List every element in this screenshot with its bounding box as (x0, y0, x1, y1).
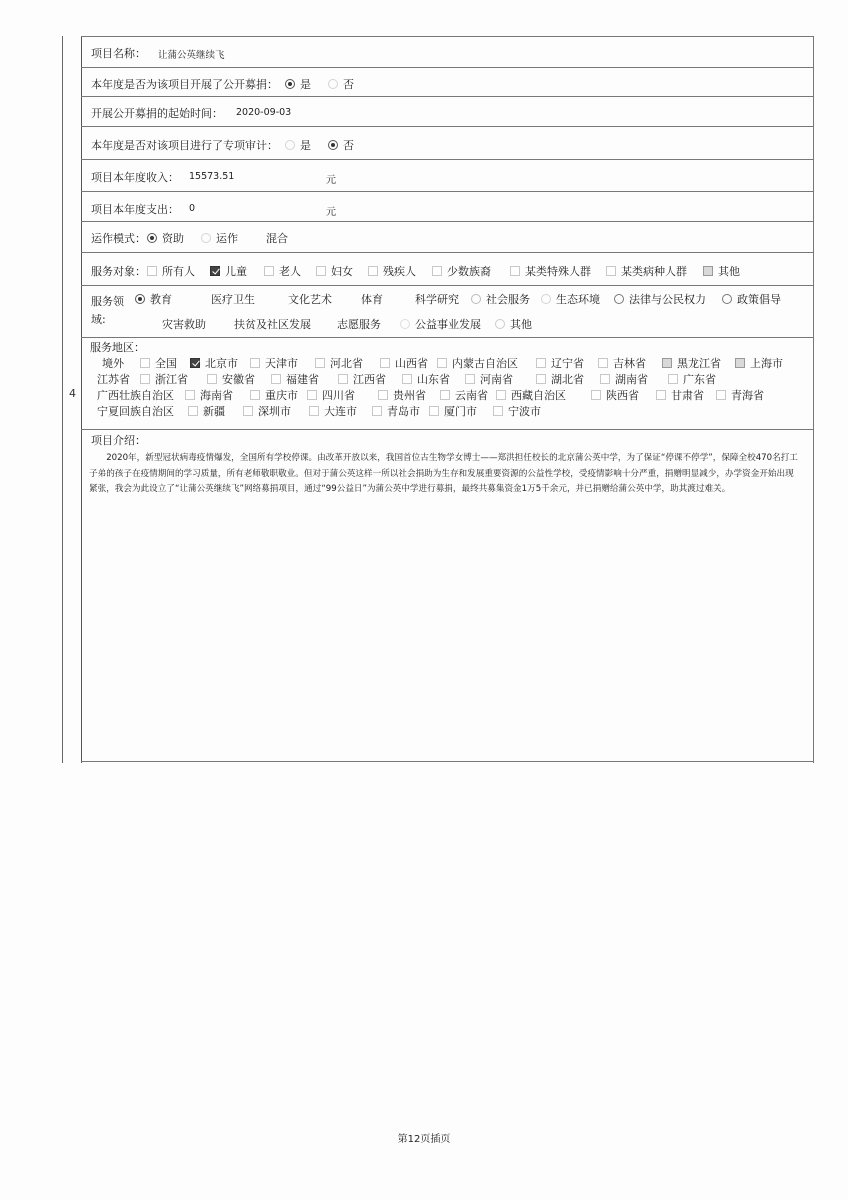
region-option-22[interactable]: 海南省 (185, 387, 233, 403)
project-name-row (81, 36, 813, 68)
radio-empty-icon (346, 294, 356, 304)
project-name-value: 让蒲公英继续飞 (158, 50, 225, 61)
special-audit-row (81, 127, 813, 160)
checkbox-empty-icon (656, 390, 666, 400)
checkbox-checked-icon (190, 358, 200, 368)
checkbox-empty-icon (378, 390, 388, 400)
checkbox-empty-icon (368, 266, 378, 276)
checkbox-empty-icon (465, 374, 475, 384)
fundraising-start-label: 开展公开募捐的起始时间： (91, 107, 223, 120)
region-option-10[interactable]: 上海市 (735, 355, 783, 371)
checkbox-empty-icon (185, 390, 195, 400)
region-option-20[interactable]: 广东省 (668, 371, 716, 387)
public-fundraising-row (81, 68, 813, 97)
region-option-2[interactable]: 北京市 (190, 355, 238, 371)
checkbox-empty-icon (402, 374, 412, 384)
target-option-ethnic-minorities[interactable]: 少数族裔 (432, 263, 491, 279)
project-intro-label: 项目介绍： (91, 434, 146, 447)
field-option-poverty-community[interactable]: 扶贫及社区发展 (219, 316, 311, 332)
radio-empty-icon (495, 319, 505, 329)
checkbox-empty-icon (338, 374, 348, 384)
field-option-culture-arts[interactable]: 文化艺术 (273, 291, 332, 307)
special-audit-option-yes[interactable]: 是 (285, 137, 311, 153)
page-number-footer: 第12页插页 (397, 1134, 451, 1145)
region-option-17[interactable]: 河南省 (465, 371, 513, 387)
checkbox-empty-icon (496, 390, 506, 400)
checkbox-empty-icon (250, 390, 260, 400)
service-targets-row (81, 253, 813, 286)
service-regions-label: 服务地区： (90, 341, 145, 354)
region-option-14[interactable]: 福建省 (271, 371, 319, 387)
region-option-13[interactable]: 安徽省 (207, 371, 255, 387)
field-option-science[interactable]: 科学研究 (400, 291, 459, 307)
radio-empty-icon (273, 294, 283, 304)
target-option-women[interactable]: 妇女 (316, 263, 353, 279)
checkbox-empty-icon (536, 358, 546, 368)
checkbox-empty-icon (591, 390, 601, 400)
radio-empty-icon (614, 294, 624, 304)
region-option-29[interactable]: 甘肃省 (656, 387, 704, 403)
checkbox-empty-icon (429, 406, 439, 416)
radio-selected-icon (285, 79, 295, 89)
operation-mode-label: 运作模式： (91, 232, 146, 245)
target-option-special-groups[interactable]: 某类特殊人群 (510, 263, 591, 279)
radio-empty-icon (400, 294, 410, 304)
checkbox-empty-icon (735, 358, 745, 368)
field-option-public-welfare[interactable]: 公益事业发展 (400, 316, 481, 332)
field-option-ecology[interactable]: 生态环境 (541, 291, 600, 307)
annual-income-label: 项目本年度收入： (91, 171, 179, 184)
field-option-sports[interactable]: 体育 (346, 291, 383, 307)
checkbox-empty-icon (668, 374, 678, 384)
field-option-education[interactable]: 教育 (135, 291, 172, 307)
region-option-4[interactable]: 河北省 (315, 355, 363, 371)
radio-selected-icon (328, 140, 338, 150)
region-option-37[interactable]: 宁波市 (493, 403, 541, 419)
checkbox-empty-icon (440, 390, 450, 400)
region-option-35[interactable]: 青岛市 (372, 403, 420, 419)
field-option-medical[interactable]: 医疗卫生 (196, 291, 255, 307)
checkbox-empty-icon (598, 358, 608, 368)
field-option-volunteer[interactable]: 志愿服务 (322, 316, 381, 332)
radio-empty-icon (471, 294, 481, 304)
field-option-disaster-relief[interactable]: 灾害救助 (147, 316, 206, 332)
annual-income-row (81, 160, 813, 192)
region-option-24[interactable]: 四川省 (307, 387, 355, 403)
public-fundraising-option-no[interactable]: 否 (328, 76, 354, 92)
field-option-policy-advocacy[interactable]: 政策倡导 (722, 291, 781, 307)
checkbox-empty-icon (510, 266, 520, 276)
region-option-26[interactable]: 云南省 (440, 387, 488, 403)
annual-expense-unit: 元 (326, 207, 336, 218)
checkbox-checked-icon (210, 266, 220, 276)
annual-income-value: 15573.51 (189, 171, 235, 182)
operation-mode-row (81, 222, 813, 253)
radio-selected-icon (135, 294, 145, 304)
region-option-23[interactable]: 重庆市 (250, 387, 298, 403)
radio-empty-icon (322, 319, 332, 329)
radio-empty-icon (147, 319, 157, 329)
radio-selected-icon (147, 233, 157, 243)
region-option-19[interactable]: 湖南省 (600, 371, 648, 387)
region-option-34[interactable]: 大连市 (309, 403, 357, 419)
checkbox-empty-icon (600, 374, 610, 384)
region-option-6[interactable]: 内蒙古自治区 (437, 355, 518, 371)
checkbox-empty-icon (703, 266, 713, 276)
target-option-other[interactable]: 其他 (703, 263, 740, 279)
checkbox-empty-icon (140, 358, 150, 368)
region-option-25[interactable]: 贵州省 (378, 387, 426, 403)
region-option-21[interactable]: 广西壮族自治区 (97, 389, 174, 402)
region-option-7[interactable]: 辽宁省 (536, 355, 584, 371)
target-option-everyone[interactable]: 所有人 (147, 263, 195, 279)
radio-empty-icon (285, 140, 295, 150)
checkbox-empty-icon (207, 374, 217, 384)
region-option-18[interactable]: 湖北省 (536, 371, 584, 387)
operation-mode-option-mixed[interactable]: 混合 (251, 230, 288, 246)
service-fields-label-line2: 域: (91, 313, 106, 326)
region-option-33[interactable]: 深圳市 (243, 403, 291, 419)
radio-empty-icon (196, 294, 206, 304)
annual-expense-value: 0 (189, 203, 196, 214)
region-option-5[interactable]: 山西省 (380, 355, 428, 371)
radio-empty-icon (219, 319, 229, 329)
checkbox-empty-icon (716, 390, 726, 400)
region-option-31[interactable]: 宁夏回族自治区 (97, 405, 174, 418)
checkbox-empty-icon (309, 406, 319, 416)
region-option-28[interactable]: 陕西省 (591, 387, 639, 403)
field-option-law-civil-rights[interactable]: 法律与公民权力 (614, 291, 706, 307)
checkbox-empty-icon (315, 358, 325, 368)
region-option-30[interactable]: 青海省 (716, 387, 764, 403)
target-option-disease-groups[interactable]: 某类病种人群 (606, 263, 687, 279)
checkbox-empty-icon (250, 358, 260, 368)
service-targets-label: 服务对象： (91, 265, 146, 278)
project-name-label: 项目名称： (91, 47, 146, 60)
checkbox-empty-icon (243, 406, 253, 416)
region-option-15[interactable]: 江西省 (338, 371, 386, 387)
target-option-disabled[interactable]: 残疾人 (368, 263, 416, 279)
region-option-0[interactable]: 境外 (102, 357, 124, 370)
target-option-elderly[interactable]: 老人 (264, 263, 301, 279)
checkbox-empty-icon (264, 266, 274, 276)
checkbox-empty-icon (188, 406, 198, 416)
field-option-social-service[interactable]: 社会服务 (471, 291, 530, 307)
service-fields-label-line1: 服务领 (91, 295, 124, 308)
region-option-11[interactable]: 江苏省 (97, 373, 130, 386)
project-info-form (62, 36, 814, 763)
special-audit-option-no[interactable]: 否 (328, 137, 354, 153)
checkbox-empty-icon (662, 358, 672, 368)
region-option-8[interactable]: 吉林省 (598, 355, 646, 371)
region-option-12[interactable]: 浙江省 (140, 371, 188, 387)
region-option-9[interactable]: 黑龙江省 (662, 355, 721, 371)
row-index-number: 4 (69, 387, 76, 400)
service-fields-row (81, 286, 813, 338)
annual-expense-row (81, 192, 813, 222)
region-option-32[interactable]: 新疆 (188, 403, 225, 419)
checkbox-empty-icon (536, 374, 546, 384)
checkbox-empty-icon (316, 266, 326, 276)
checkbox-empty-icon (372, 406, 382, 416)
radio-empty-icon (400, 319, 410, 329)
public-fundraising-option-yes[interactable]: 是 (285, 76, 311, 92)
radio-empty-icon (722, 294, 732, 304)
region-option-16[interactable]: 山东省 (402, 371, 450, 387)
project-intro-text: 2020年，新型冠状病毒疫情爆发，全国所有学校停课。由改革开放以来，我国首位古生物学女博士——郑洪担任校长的北京蒲公英中学，为了保证“停课不停学”，保障全校470名打工子弟的孩子在疫情期间的学习质量，所有老师敬职敬业。但对于蒲公英这样一所以社会捐助为生存和发展重要资源的公益性学校，受疫情影响十分严重，捐赠明显减少，办学资金开始出现紧张，我会为此设立了“让蒲公英继续飞”网络募捐项目，通过“99公益日”为蒲公英中学进行募捐，最终共募集资金1万5千余元，并已捐赠给蒲公英中学，助其渡过难关。 (89, 453, 798, 494)
checkbox-empty-icon (307, 390, 317, 400)
operation-mode-option-operation[interactable]: 运作 (201, 230, 238, 246)
fundraising-start-row (81, 97, 813, 127)
fundraising-start-value: 2020-09-03 (236, 107, 292, 118)
region-option-3[interactable]: 天津市 (250, 355, 298, 371)
checkbox-empty-icon (437, 358, 447, 368)
checkbox-empty-icon (432, 266, 442, 276)
special-audit-label: 本年度是否对该项目进行了专项审计： (91, 139, 278, 152)
region-option-36[interactable]: 厦门市 (429, 403, 477, 419)
radio-empty-icon (541, 294, 551, 304)
field-option-other[interactable]: 其他 (495, 316, 532, 332)
annual-income-unit: 元 (326, 175, 336, 186)
target-option-children[interactable]: 儿童 (210, 263, 247, 279)
checkbox-empty-icon (380, 358, 390, 368)
radio-empty-icon (328, 79, 338, 89)
service-regions-row (81, 338, 813, 430)
checkbox-empty-icon (147, 266, 157, 276)
checkbox-empty-icon (606, 266, 616, 276)
radio-empty-icon (251, 233, 261, 243)
public-fundraising-label: 本年度是否为该项目开展了公开募捐： (91, 78, 278, 91)
checkbox-empty-icon (140, 374, 150, 384)
region-option-27[interactable]: 西藏自治区 (496, 387, 566, 403)
annual-expense-label: 项目本年度支出： (91, 203, 179, 216)
checkbox-empty-icon (271, 374, 281, 384)
checkbox-empty-icon (493, 406, 503, 416)
radio-empty-icon (201, 233, 211, 243)
operation-mode-option-funding[interactable]: 资助 (147, 230, 184, 246)
region-option-1[interactable]: 全国 (140, 355, 177, 371)
